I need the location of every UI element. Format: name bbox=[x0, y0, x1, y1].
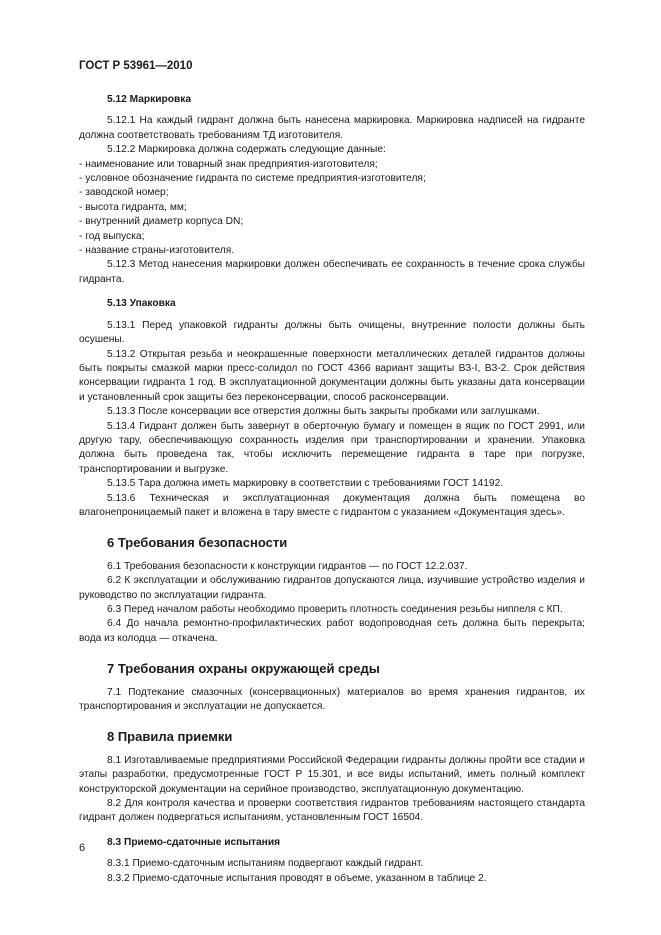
paragraph-5-12-3: 5.12.3 Метод нанесения маркировки должен обеспечивать ее сохранность в течение срока службы гидранта. bbox=[79, 259, 585, 285]
document-header: ГОСТ Р 53961—2010 bbox=[79, 60, 193, 72]
list-item: - год выпуска; bbox=[79, 230, 145, 242]
paragraph-5-13-2: 5.13.2 Открытая резьба и неокрашенные поверхности металлических деталей гидрантов должны быть покрыты смазкой марки пресс-солидол по ГОСТ 4366 вариант защиты ВЗ-I, ВЗ-2. Срок действия консервации гидранта 1 год. В эксплуатационной документации должны быть указаны дата консервации и установленный срок защиты без переконсервации, способ расконсервации. bbox=[79, 348, 585, 403]
paragraph-7-1: 7.1 Подтекание смазочных (консервационных) материалов во время хранения гидрантов, их транспортирования и эксплуатации не допускается. bbox=[79, 686, 585, 713]
paragraph-6-1: 6.1 Требования безопасности к конструкции гидрантов — по ГОСТ 12.2.037. bbox=[107, 560, 468, 572]
paragraph-8-3-2: 8.3.2 Приемо-сдаточные испытания проводят в объеме, указанном в таблице 2. bbox=[107, 872, 487, 884]
list-item: - название страны-изготовителя. bbox=[79, 245, 235, 257]
paragraph-6-4: 6.4 До начала ремонтно-профилактических работ водопроводная сеть должна быть перекрыта; вода из колодца — откачена. bbox=[79, 618, 585, 644]
list-item: - условное обозначение гидранта по системе предприятия-изготовителя; bbox=[79, 173, 426, 185]
list-item: - заводской номер; bbox=[79, 187, 169, 199]
paragraph-5-12-2: 5.12.2 Маркировка должна содержать следующие данные: bbox=[107, 144, 386, 156]
list-item: - внутренний диаметр корпуса DN; bbox=[79, 216, 244, 228]
paragraph-5-13-5: 5.13.5 Тара должна иметь маркировку в соответствии с требованиями ГОСТ 14192. bbox=[107, 478, 504, 490]
section-heading-8-3: 8.3 Приемо-сдаточные испытания bbox=[107, 836, 281, 848]
section-heading-8: 8 Правила приемки bbox=[107, 729, 233, 745]
paragraph-5-12-1: 5.12.1 На каждый гидрант должна быть нанесена маркировка. Маркировка надписей на гидранте должна соответствовать требованиям ТД изготовителя. bbox=[79, 115, 585, 141]
section-heading-5-12: 5.12 Маркировка bbox=[107, 94, 191, 105]
section-heading-5-13: 5.13 Упаковка bbox=[107, 298, 176, 310]
list-item: - высота гидранта, мм; bbox=[79, 201, 187, 213]
page-body bbox=[79, 93, 585, 886]
paragraph-5-13-4: 5.13.4 Гидрант должен быть завернут в оберточную бумагу и помещен в ящик по ГОСТ 2991, или другую тару, обеспечивающую сохранность изделия при транспортировании и хранении. Упаковка должна быть проведена так, чтобы исключить перемещение гидранта в таре при погрузке, транспортировании и выгрузке. bbox=[79, 420, 585, 475]
paragraph-6-2: 6.2 К эксплуатации и обслуживанию гидрантов допускаются лица, изучившие устройство изделия и руководство по эксплуатации гидранта. bbox=[79, 575, 585, 601]
paragraph-5-13-3: 5.13.3 После консервации все отверстия должны быть закрыты пробками или заглушками. bbox=[107, 406, 540, 418]
paragraph-5-13-1: 5.13.1 Перед упаковкой гидранты должны быть очищены, внутренние полости должны быть осушены. bbox=[79, 319, 585, 346]
list-item: - наименование или товарный знак предприятия-изготовителя; bbox=[79, 158, 378, 170]
page-number: 6 bbox=[79, 842, 86, 854]
paragraph-8-3-1: 8.3.1 Приемо-сдаточным испытаниям подвергают каждый гидрант. bbox=[107, 858, 424, 870]
paragraph-6-3: 6.3 Перед началом работы необходимо проверить плотность соединения резьбы ниппеля с КП. bbox=[107, 604, 563, 615]
paragraph-5-13-6: 5.13.6 Техническая и эксплуатационная документация должна быть помещена во влагонепроницаемый пакет и вложена в тару вместе с гидрантом с указанием «Документация здесь». bbox=[79, 492, 585, 518]
paragraph-8-1: 8.1 Изготавливаемые предприятиями Российской Федерации гидранты должны пройти все стадии и этапы разработки, предусмотренные ГОСТ Р 15.301, и все виды испытаний, иметь полный комплект конструкторской документации на серийное производство, эксплуатационную документацию. bbox=[79, 754, 585, 795]
section-heading-6: 6 Требования безопасности bbox=[107, 535, 288, 551]
section-heading-7: 7 Требования охраны окружающей среды bbox=[107, 661, 380, 677]
paragraph-8-2: 8.2 Для контроля качества и проверки соответствия гидрантов требованиям настоящего стандарта гидрант должен подвергаться испытаниям, установленным ГОСТ 16504. bbox=[79, 798, 585, 824]
